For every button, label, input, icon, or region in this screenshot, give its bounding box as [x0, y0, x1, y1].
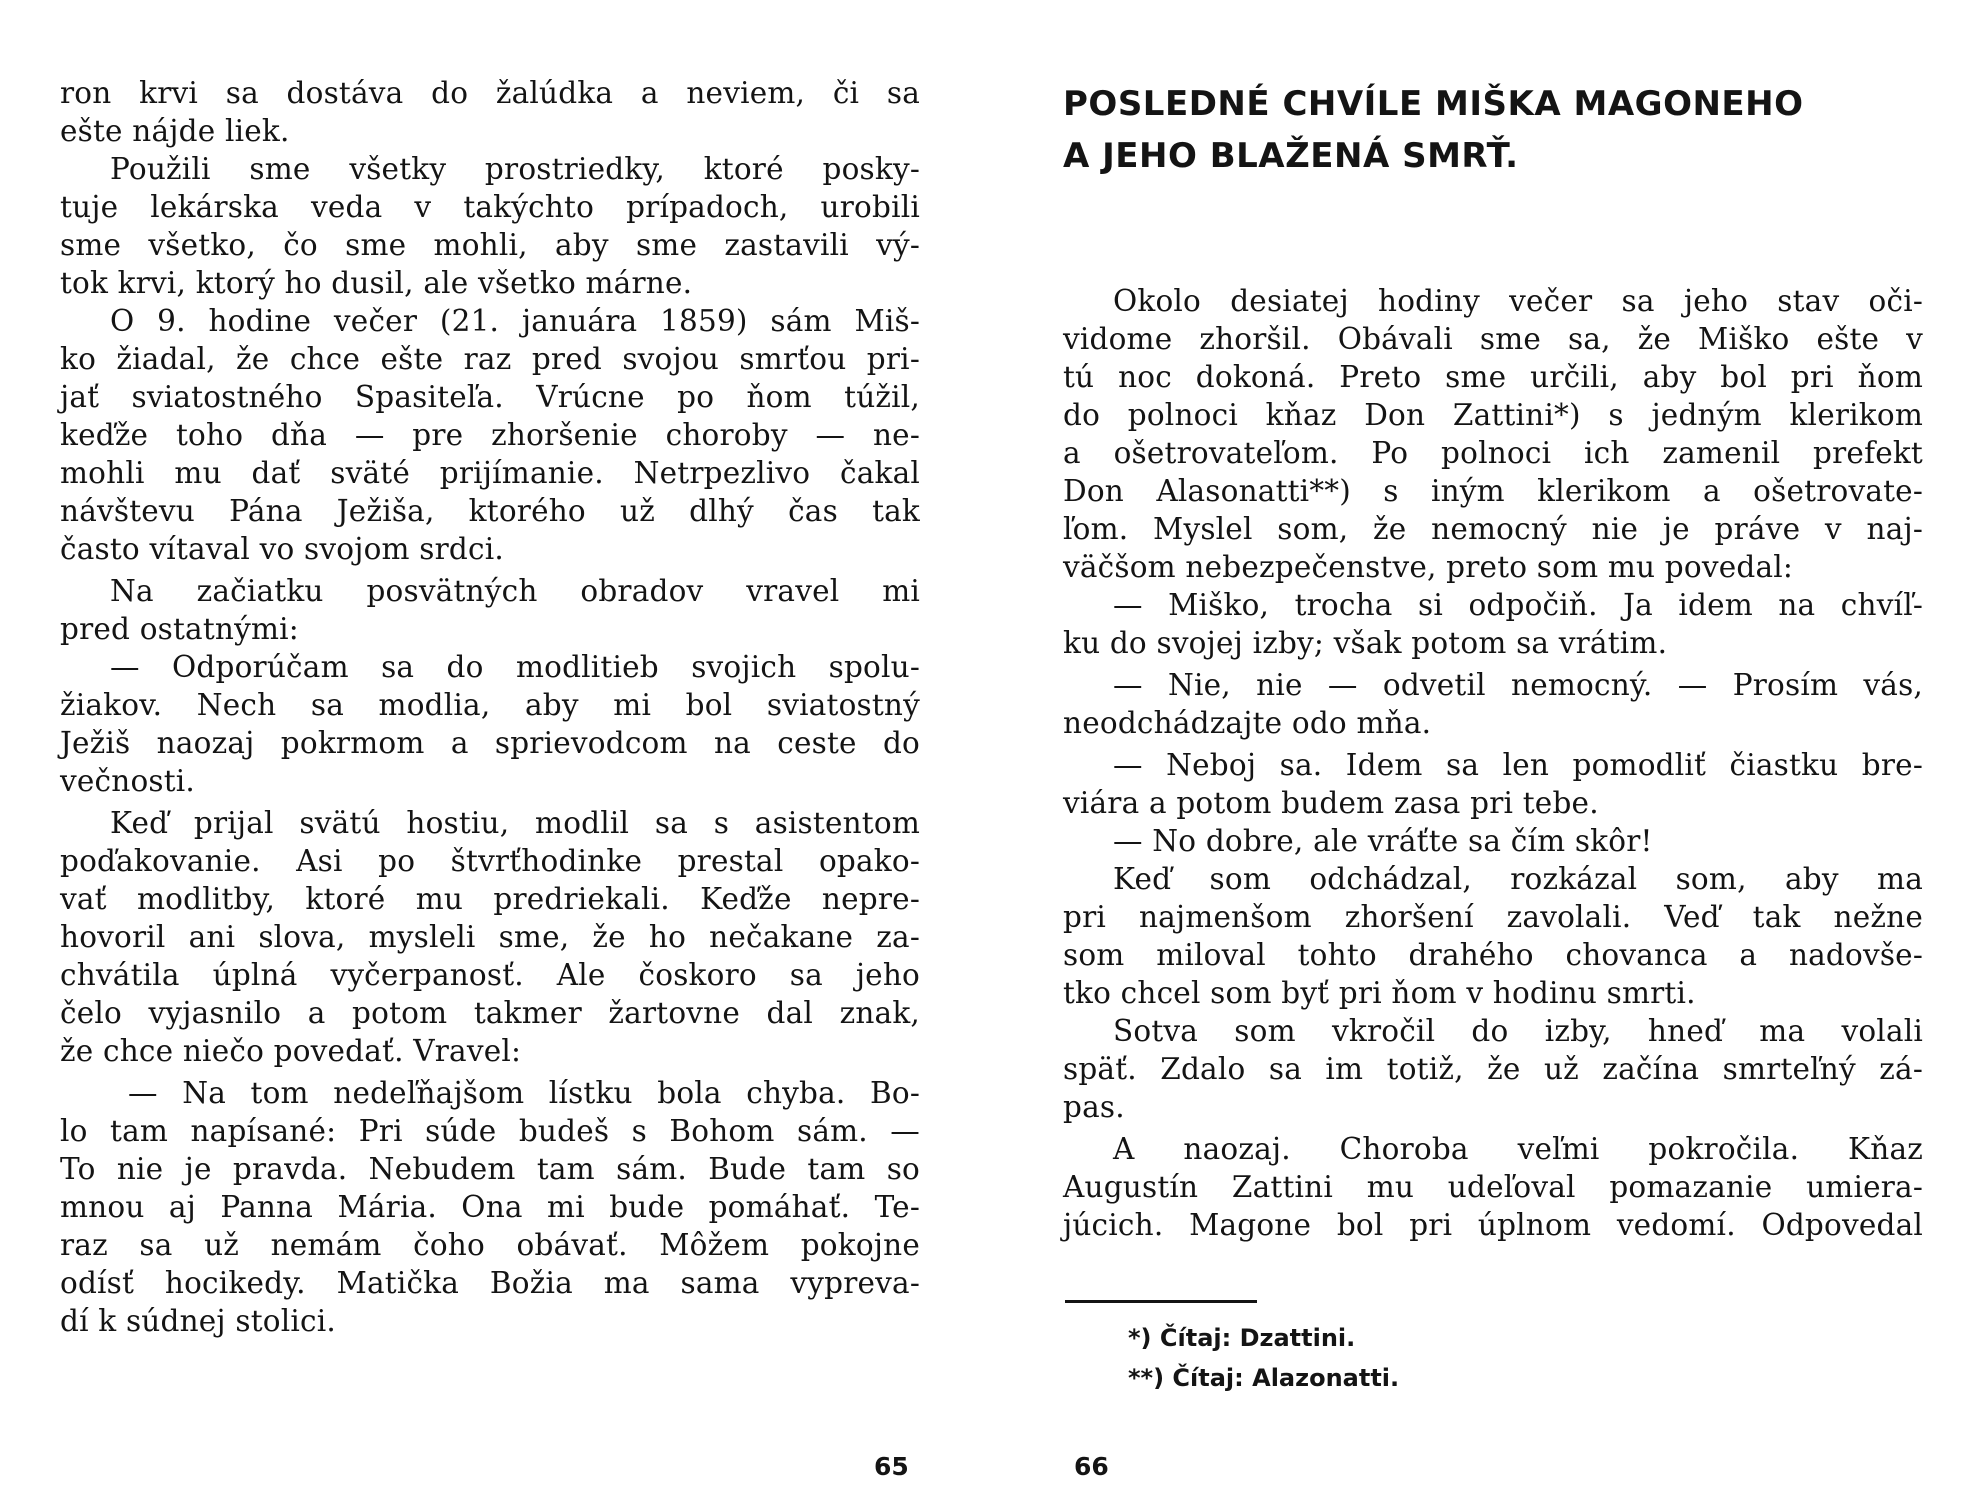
text-line: vidome zhoršil. Obávali sme sa, že Miško ešte v: [1063, 322, 1923, 356]
text-line: Použili sme všetky prostriedky, ktoré posky-: [110, 152, 920, 186]
text-line: poďakovanie. Asi po štvrťhodinke prestal opako-: [60, 844, 920, 878]
text-line: som miloval tohto drahého chovanca a nadovše-: [1063, 938, 1923, 972]
text-line: mnou aj Panna Mária. Ona mi bude pomáhať. Te-: [60, 1190, 920, 1224]
text-line: večnosti.: [60, 764, 196, 798]
text-line: ku do svojej izby; však potom sa vrátim.: [1063, 626, 1668, 660]
text-line: Na začiatku posvätných obradov vravel mi: [110, 574, 920, 608]
text-line: mohli mu dať sväté prijímanie. Netrpezlivo čakal: [60, 456, 920, 490]
text-line: — Miško, trocha si odpočiň. Ja idem na chvíľ-: [1113, 588, 1923, 622]
text-line: jať sviatostného Spasiteľa. Vrúcne po ňom túžil,: [60, 380, 920, 414]
text-line: lo tam napísané: Pri súde budeš s Bohom sám. —: [60, 1114, 920, 1148]
text-line: ešte nájde liek.: [60, 114, 290, 148]
page-number: 65: [874, 1452, 909, 1481]
footnote: **) Čítaj: Alazonatti.: [1128, 1364, 1400, 1392]
text-line: A naozaj. Choroba veľmi pokročila. Kňaz: [1113, 1132, 1923, 1166]
text-line: — Nie, nie — odvetil nemocný. — Prosím vás,: [1113, 668, 1923, 702]
text-line: Okolo desiatej hodiny večer sa jeho stav oči-: [1113, 284, 1923, 318]
text-line: Keď som odchádzal, rozkázal som, aby ma: [1113, 862, 1923, 896]
footnote-divider: [1065, 1300, 1257, 1303]
text-line: chvátila úplná vyčerpanosť. Ale čoskoro sa jeho: [60, 958, 920, 992]
page-number: 66: [1074, 1452, 1109, 1481]
text-line: do polnoci kňaz Don Zattini*) s jedným klerikom: [1063, 398, 1923, 432]
chapter-title-line: A JEHO BLAŽENÁ SMRŤ.: [1063, 136, 1519, 176]
text-line: často vítaval vo svojom srdci.: [60, 532, 504, 566]
text-line: — No dobre, ale vráťte sa čím skôr!: [1113, 824, 1653, 858]
left-page-body: [60, 74, 920, 1340]
text-line: žiakov. Nech sa modlia, aby mi bol sviatostný: [60, 688, 920, 722]
text-line: návštevu Pána Ježiša, ktorého už dlhý čas tak: [60, 494, 920, 528]
right-page-body: [1063, 282, 1923, 1244]
text-line: ko žiadal, že chce ešte raz pred svojou smrťou pri-: [60, 342, 920, 376]
text-line: ľom. Myslel som, že nemocný nie je práve v naj-: [1063, 512, 1923, 546]
text-line: pred ostatnými:: [60, 612, 299, 646]
text-line: raz sa už nemám čoho obávať. Môžem pokojne: [60, 1228, 920, 1262]
text-line: vať modlitby, ktoré mu predriekali. Keďže nepre-: [60, 882, 920, 916]
text-line: hovoril ani slova, mysleli sme, že ho nečakane za-: [60, 920, 920, 954]
text-line: neodchádzajte odo mňa.: [1063, 706, 1432, 740]
text-line: tú noc dokoná. Preto sme určili, aby bol pri ňom: [1063, 360, 1923, 394]
chapter-title: [1063, 78, 1923, 182]
text-line: pri najmenšom zhoršení zavolali. Veď tak nežne: [1063, 900, 1923, 934]
text-line: odísť hocikedy. Matička Božia ma sama vypreva-: [60, 1266, 920, 1300]
text-line: keďže toho dňa — pre zhoršenie choroby — ne-: [60, 418, 920, 452]
text-line: tuje lekárska veda v takýchto prípadoch, urobili: [60, 190, 920, 224]
footnote: *) Čítaj: Dzattini.: [1128, 1324, 1356, 1352]
text-line: tko chcel som byť pri ňom v hodinu smrti.: [1063, 976, 1696, 1010]
text-line: väčšom nebezpečenstve, preto som mu povedal:: [1063, 550, 1794, 584]
text-line: späť. Zdalo sa im totiž, že už začína smrteľný zá-: [1063, 1052, 1923, 1086]
text-line: — Na tom nedeľňajšom lístku bola chyba. Bo-: [128, 1076, 920, 1110]
text-line: čelo vyjasnilo a potom takmer žartovne dal znak,: [60, 996, 920, 1030]
text-line: tok krvi, ktorý ho dusil, ale všetko márne.: [60, 266, 693, 300]
text-line: Ježiš naozaj pokrmom a sprievodcom na ceste do: [60, 726, 920, 760]
footnotes: [1128, 1318, 1399, 1398]
text-line: — Odporúčam sa do modlitieb svojich spolu-: [110, 650, 920, 684]
text-line: a ošetrovateľom. Po polnoci ich zamenil prefekt: [1063, 436, 1923, 470]
text-line: viára a potom budem zasa pri tebe.: [1063, 786, 1599, 820]
chapter-title-line: POSLEDNÉ CHVÍLE MIŠKA MAGONEHO: [1063, 84, 1804, 124]
text-line: To nie je pravda. Nebudem tam sám. Bude tam so: [60, 1152, 920, 1186]
text-line: — Neboj sa. Idem sa len pomodliť čiastku bre-: [1113, 748, 1923, 782]
text-line: O 9. hodine večer (21. januára 1859) sám Miš-: [110, 304, 920, 338]
text-line: že chce niečo povedať. Vravel:: [60, 1034, 522, 1068]
text-line: pas.: [1063, 1090, 1125, 1124]
text-line: Don Alasonatti**) s iným klerikom a ošetrovate-: [1063, 474, 1923, 508]
text-line: sme všetko, čo sme mohli, aby sme zastavili vý-: [60, 228, 920, 262]
text-line: júcich. Magone bol pri úplnom vedomí. Odpovedal: [1063, 1208, 1923, 1242]
text-line: Sotva som vkročil do izby, hneď ma volali: [1113, 1014, 1923, 1048]
text-line: Augustín Zattini mu udeľoval pomazanie umiera-: [1063, 1170, 1923, 1204]
text-line: ron krvi sa dostáva do žalúdka a neviem, či sa: [60, 76, 920, 110]
text-line: Keď prijal svätú hostiu, modlil sa s asistentom: [110, 806, 920, 840]
text-line: dí k súdnej stolici.: [60, 1304, 336, 1338]
